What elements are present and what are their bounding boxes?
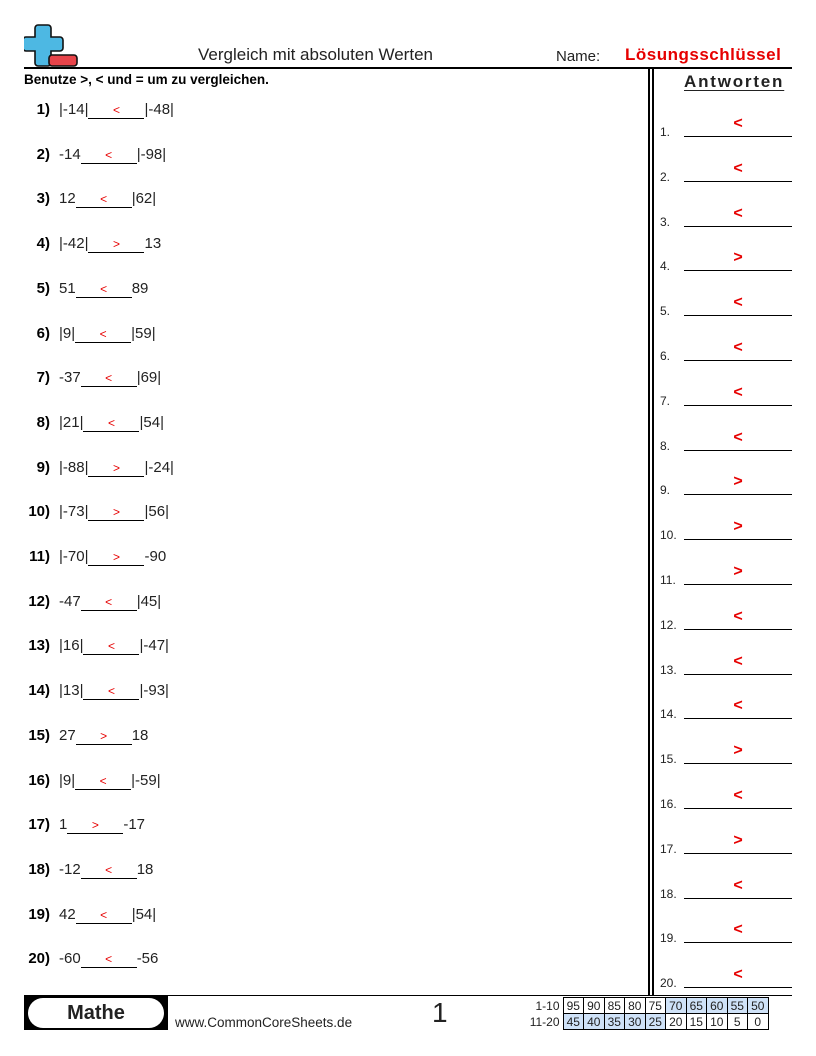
answer-number: 10. (660, 528, 677, 543)
problem-number: 13) (28, 637, 50, 655)
right-operand: |-48| (144, 101, 174, 118)
problem-item (0, 146, 400, 168)
answer-value: > (733, 563, 743, 580)
problem-item (0, 682, 400, 704)
problem-expression (59, 146, 166, 163)
problem-item (0, 727, 400, 749)
score-cell: 0 (748, 1014, 769, 1030)
problem-item (0, 459, 400, 481)
problem-number: 15) (28, 726, 50, 744)
header-divider (24, 67, 792, 69)
score-cell: 30 (625, 1014, 646, 1030)
answer-value: < (733, 921, 743, 939)
instructions: Benutze >, < und = um zu vergleichen. (24, 72, 269, 87)
answer-value: < (733, 383, 743, 401)
answer-blank[interactable]: > (67, 817, 123, 834)
column-divider (652, 69, 654, 995)
answer-number: 16. (660, 797, 677, 811)
answer-blank[interactable]: > (88, 549, 144, 566)
problem-number: 18) (28, 860, 50, 878)
problem-expression (59, 190, 156, 207)
answer-value: < (733, 966, 743, 984)
answer-number: 14. (660, 707, 677, 722)
score-row (527, 998, 768, 1014)
answer-blank[interactable]: > (88, 460, 144, 477)
answer-value: < (733, 204, 743, 222)
answer-key-item (660, 384, 792, 408)
answer-blank[interactable]: > (76, 728, 132, 745)
answer-blank[interactable]: < (81, 951, 137, 968)
problem-number: 7) (36, 369, 50, 387)
left-operand: |-42| (59, 235, 89, 253)
answer-number: 5. (660, 304, 671, 319)
answer-key-item (660, 921, 792, 945)
score-row-label: 11-20 (529, 1014, 560, 1029)
right-operand: |-47| (139, 637, 169, 655)
answer-number: 1. (660, 125, 671, 139)
problem-number: 5) (36, 279, 50, 297)
left-operand: |9| (59, 771, 76, 789)
problem-item (0, 235, 400, 257)
left-operand: -60 (59, 950, 81, 968)
answer-value: < (733, 115, 743, 132)
problem-number: 6) (36, 324, 50, 342)
answer-line (684, 450, 792, 451)
answer-value: < (733, 159, 743, 177)
answer-key-item (660, 697, 792, 721)
right-operand: |56| (144, 503, 169, 521)
answer-value: > (733, 249, 743, 267)
answer-number: 3. (660, 214, 671, 229)
answer-blank[interactable]: < (75, 773, 131, 790)
problem-expression (59, 414, 164, 431)
answer-key-item (660, 473, 792, 497)
problem-item (0, 414, 400, 436)
problem-expression (59, 772, 161, 789)
answer-line (684, 539, 792, 540)
answer-number: 18. (660, 886, 677, 901)
left-operand: 27 (59, 726, 76, 744)
right-operand: -17 (123, 816, 146, 834)
problem-item (0, 325, 400, 347)
score-cell: 50 (748, 998, 769, 1014)
answer-value: < (733, 339, 743, 356)
score-cell: 65 (686, 998, 707, 1014)
problem-expression (59, 548, 166, 565)
score-cell: 85 (604, 998, 625, 1014)
answer-line (684, 136, 792, 137)
answer-blank[interactable]: < (88, 102, 144, 119)
score-table (527, 997, 769, 1030)
answer-number: 7. (660, 393, 671, 408)
problem-number: 14) (28, 682, 50, 700)
answer-key-item (660, 563, 792, 587)
problem-number: 10) (28, 503, 50, 521)
left-operand: |-14| (59, 101, 89, 118)
score-cell: 70 (666, 998, 687, 1014)
score-cell: 60 (707, 998, 728, 1014)
problem-expression (59, 101, 174, 118)
answer-key-item (660, 877, 792, 901)
left-operand: 12 (59, 190, 76, 208)
right-operand: |69| (136, 369, 162, 387)
right-operand: |54| (131, 905, 157, 923)
answer-key-item (660, 115, 792, 139)
score-cell: 10 (707, 1014, 728, 1030)
problem-number: 12) (28, 592, 50, 610)
answer-value: < (733, 697, 743, 715)
problem-item (0, 861, 400, 883)
score-cell: 20 (666, 1014, 687, 1030)
score-cell: 90 (584, 998, 605, 1014)
answer-blank[interactable]: < (81, 147, 137, 164)
left-operand: |21| (59, 413, 84, 431)
answer-line (684, 584, 792, 585)
answer-line (684, 360, 792, 361)
answer-blank[interactable]: > (88, 504, 144, 521)
answer-blank[interactable]: < (81, 370, 137, 387)
answer-blank[interactable]: < (81, 594, 137, 611)
problem-number: 20) (28, 950, 50, 968)
problem-expression (59, 950, 158, 967)
answer-number: 6. (660, 349, 671, 363)
answer-number: 8. (660, 438, 671, 453)
worksheet-title: Vergleich mit absoluten Werten (198, 45, 433, 64)
left-operand: 1 (59, 816, 68, 834)
right-operand: 13 (144, 235, 162, 253)
answer-key-item (660, 787, 792, 811)
answer-number: 4. (660, 259, 671, 274)
left-operand: 42 (59, 905, 76, 923)
left-operand: -12 (59, 860, 81, 878)
score-cell: 5 (727, 1014, 748, 1030)
answer-blank[interactable]: < (83, 638, 139, 655)
answer-key-item (660, 429, 792, 453)
answer-number: 13. (660, 662, 677, 677)
answer-value: < (733, 876, 743, 894)
problem-expression (59, 280, 148, 297)
left-operand: -47 (59, 592, 81, 610)
right-operand: |45| (136, 592, 162, 610)
left-operand: |16| (59, 637, 84, 655)
problem-number: 19) (28, 905, 50, 923)
answer-line (684, 494, 792, 495)
right-operand: 18 (131, 726, 149, 744)
problem-number: 11) (29, 548, 50, 565)
answer-key-item (660, 160, 792, 184)
problem-number: 1) (36, 101, 50, 118)
problem-expression (59, 593, 161, 610)
problem-item (0, 906, 400, 928)
score-cell: 75 (645, 998, 666, 1014)
problem-item (0, 280, 400, 302)
score-cell: 40 (584, 1014, 605, 1030)
answer-line (684, 315, 792, 316)
problem-expression (59, 727, 148, 744)
right-operand: -56 (136, 950, 159, 968)
answer-value: < (733, 607, 743, 625)
answer-line (684, 181, 792, 182)
answer-number: 9. (660, 483, 671, 498)
problem-expression (59, 459, 174, 476)
left-operand: -14 (59, 145, 81, 163)
right-operand: |62| (131, 190, 157, 208)
answer-number: 19. (660, 931, 677, 946)
answer-key-item (660, 518, 792, 542)
left-operand: |13| (59, 682, 84, 700)
answer-line (684, 853, 792, 854)
score-row-label: 1-10 (535, 998, 560, 1013)
answer-number: 20. (660, 976, 677, 991)
score-cell: 45 (563, 1014, 584, 1030)
answer-blank[interactable]: < (76, 907, 132, 924)
problem-expression (59, 637, 169, 654)
problem-item (0, 548, 400, 570)
answer-line (684, 226, 792, 227)
problem-item (0, 950, 400, 972)
problem-number: 8) (36, 413, 50, 431)
answer-line (684, 674, 792, 675)
answer-blank[interactable]: < (81, 862, 137, 879)
problem-expression (59, 682, 169, 699)
answer-blank[interactable]: < (75, 326, 131, 343)
right-operand: |59| (131, 324, 156, 342)
answer-value: > (733, 473, 743, 491)
subject-label: Mathe (28, 998, 164, 1028)
problem-number: 17) (28, 816, 50, 834)
problem-expression (59, 906, 156, 923)
right-operand: |54| (139, 413, 164, 431)
answer-line (684, 898, 792, 899)
answer-line (684, 405, 792, 406)
problem-item (0, 101, 400, 123)
answer-value: > (733, 742, 743, 760)
answer-key-item (660, 339, 792, 363)
problem-expression (59, 325, 156, 342)
left-operand: 51 (59, 279, 76, 297)
answer-key-item (660, 294, 792, 318)
answer-line (684, 718, 792, 719)
answer-value: > (733, 831, 743, 849)
problem-expression (59, 816, 145, 833)
answer-key-item (660, 608, 792, 632)
answer-number: 15. (660, 752, 677, 767)
right-operand: 89 (131, 279, 149, 297)
answer-line (684, 987, 792, 988)
answer-key-item (660, 742, 792, 766)
score-cell: 35 (604, 1014, 625, 1030)
answer-line (684, 763, 792, 764)
left-operand: -37 (59, 369, 81, 387)
name-value: Lösungsschlüssel (625, 45, 782, 64)
score-cell: 95 (563, 998, 584, 1014)
problem-item (0, 772, 400, 794)
problem-number: 3) (36, 190, 50, 208)
problem-number: 4) (36, 235, 50, 253)
problem-item (0, 637, 400, 659)
answer-key-item (660, 832, 792, 856)
answer-key-item (660, 205, 792, 229)
left-operand: |-73| (59, 503, 89, 521)
problem-item (0, 503, 400, 525)
left-operand: |-88| (59, 458, 89, 476)
problem-item (0, 593, 400, 615)
problem-number: 2) (36, 145, 50, 163)
right-operand: |-24| (144, 458, 174, 476)
problem-expression (59, 235, 161, 252)
answer-blank[interactable]: < (83, 683, 139, 700)
left-operand: |9| (59, 324, 76, 342)
left-operand: |-70| (59, 548, 89, 565)
score-row (527, 1014, 768, 1030)
answer-number: 17. (660, 841, 677, 856)
problem-item (0, 190, 400, 212)
answer-number: 2. (660, 169, 671, 184)
right-operand: |-93| (139, 682, 169, 700)
answer-blank[interactable]: < (76, 281, 132, 298)
answer-key-item (660, 653, 792, 677)
score-cell: 15 (686, 1014, 707, 1030)
answer-number: 12. (660, 617, 677, 632)
problem-item (0, 369, 400, 391)
score-cell: 25 (645, 1014, 666, 1030)
answer-blank[interactable]: < (76, 191, 132, 208)
answer-value: < (733, 787, 743, 804)
answer-line (684, 808, 792, 809)
right-operand: 18 (136, 860, 154, 878)
answer-blank[interactable]: < (83, 415, 139, 432)
answer-value: < (733, 428, 743, 446)
score-cell: 55 (727, 998, 748, 1014)
answer-key-item (660, 249, 792, 273)
problem-expression (59, 369, 161, 386)
problem-number: 9) (36, 458, 50, 476)
answers-title: Antworten (684, 72, 785, 91)
answer-key-item (660, 966, 792, 990)
website-url: www.CommonCoreSheets.de (175, 1015, 353, 1030)
problem-expression (59, 861, 153, 878)
plus-minus-logo-icon (24, 24, 80, 68)
answer-value: < (733, 652, 743, 670)
name-label: Name: (556, 48, 601, 65)
right-operand: |-98| (136, 145, 167, 163)
score-cell: 80 (625, 998, 646, 1014)
answer-value: < (733, 294, 743, 312)
answer-value: > (733, 518, 743, 536)
answer-number: 11. (660, 573, 676, 587)
answer-line (684, 629, 792, 630)
right-operand: |-59| (131, 771, 161, 789)
column-divider (648, 69, 650, 995)
problem-expression (59, 503, 169, 520)
answer-line (684, 942, 792, 943)
problem-number: 16) (28, 771, 50, 789)
problem-item (0, 816, 400, 838)
page-number: 1 (432, 997, 448, 1028)
right-operand: -90 (144, 548, 167, 565)
answer-blank[interactable]: > (88, 236, 144, 253)
answer-line (684, 270, 792, 271)
